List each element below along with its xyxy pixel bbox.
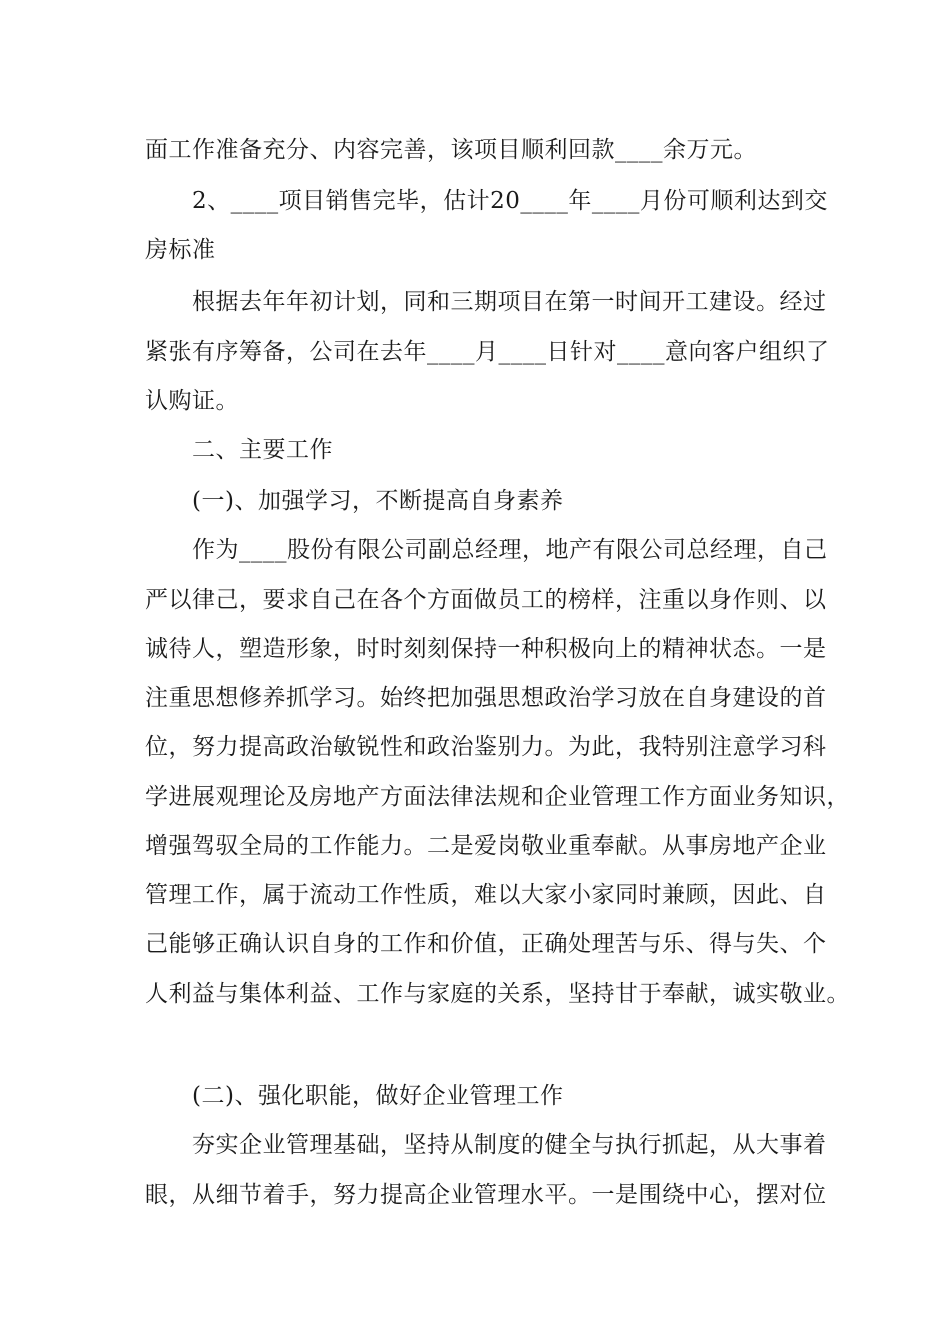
body-text-line: 根据去年年初计划，同和三期项目在第一时间开工建设。经过	[192, 289, 827, 315]
body-text-line: 2、____项目销售完毕，估计20____年____月份可顺利达到交	[192, 188, 828, 214]
body-text-line: 位，努力提高政治敏锐性和政治鉴别力。为此，我特别注意学习科	[145, 734, 827, 760]
body-text-line: 作为____股份有限公司副总经理，地产有限公司总经理，自己	[192, 537, 828, 563]
body-text-line: 严以律己，要求自己在各个方面做员工的榜样，注重以身作则、以	[145, 587, 827, 613]
body-text-line: 房标准	[145, 237, 216, 263]
body-text-line: 己能够正确认识自身的工作和价值，正确处理苦与乐、得与失、个	[145, 931, 827, 957]
body-text-line: 学进展观理论及房地产方面法律法规和企业管理工作方面业务知识，	[145, 784, 850, 810]
body-text-line: 注重思想修养抓学习。始终把加强思想政治学习放在自身建设的首	[145, 685, 827, 711]
body-text-line: 增强驾驭全局的工作能力。二是爱岗敬业重奉献。从事房地产企业	[145, 833, 827, 859]
body-text-line: 管理工作，属于流动工作性质，难以大家小家同时兼顾，因此、自	[145, 882, 827, 908]
body-text-line: 夯实企业管理基础，坚持从制度的健全与执行抓起，从大事着	[192, 1132, 827, 1158]
body-text-line: 人利益与集体利益、工作与家庭的关系，坚持甘于奉献，诚实敬业。	[145, 981, 850, 1007]
section-heading: 二、主要工作	[192, 437, 333, 463]
body-text-line: 认购证。	[145, 388, 239, 414]
body-text-line: 面工作准备充分、内容完善，该项目顺利回款____余万元。	[145, 137, 757, 163]
subsection-heading: (二)、强化职能，做好企业管理工作	[192, 1083, 564, 1109]
subsection-heading: (一)、加强学习，不断提高自身素养	[192, 488, 564, 514]
body-text-line: 眼，从细节着手，努力提高企业管理水平。一是围绕中心，摆对位	[145, 1182, 827, 1208]
body-text-line: 诚待人，塑造形象，时时刻刻保持一种积极向上的精神状态。一是	[145, 636, 827, 662]
body-text-line: 紧张有序筹备，公司在去年____月____日针对____意向客户组织了	[145, 339, 830, 365]
